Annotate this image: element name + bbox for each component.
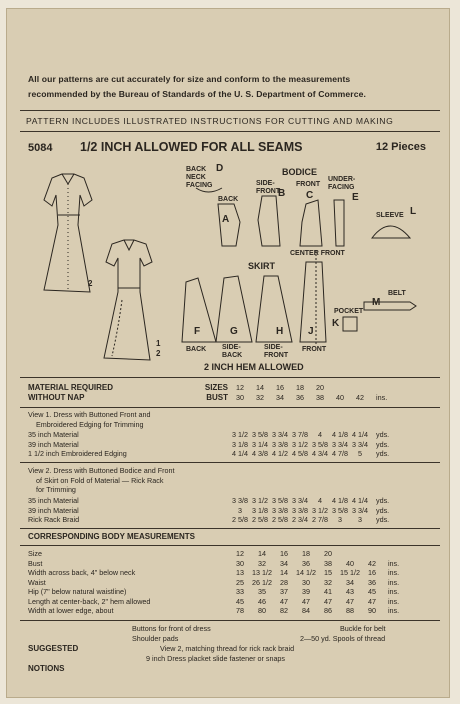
bodice-label: BODICE — [282, 167, 318, 177]
piece-letter-d: D — [216, 163, 224, 174]
back-label: BACK — [218, 196, 239, 203]
notion-buttons: Buttons for front of dress — [132, 624, 211, 633]
piece-letter-c: C — [306, 190, 314, 201]
table-row: 39 inch Material 3 3 1/8 3 3/8 3 3/8 3 1/2 3 5/8 3 3/4 yds. — [28, 505, 390, 515]
table-row: Rick Rack Braid 2 5/8 2 5/8 2 5/8 2 3/4 2 7/8 3 3 yds. — [28, 515, 390, 525]
table-row: Width at lower edge, about 78 80 82 84 86 88 90 ins. — [28, 606, 400, 616]
back-piece — [218, 204, 240, 246]
divider — [20, 462, 440, 463]
skirt-side-back-label: SIDE- BACK — [222, 344, 243, 359]
notion-thread: 2—50 yd. Spools of thread — [300, 634, 386, 643]
piece-letter-a: A — [222, 214, 230, 225]
skirt-label: SKIRT — [248, 261, 275, 271]
table-row: Size 12 14 16 18 20 — [28, 549, 332, 559]
dress-view-2-illustration — [104, 240, 152, 360]
under-facing-label: UNDER- FACING — [328, 176, 356, 191]
table-row: Width across back, 4" below neck 13 13 1/2 14 14 1/2 15 15 1/2 16 ins. — [28, 568, 400, 578]
view-number-2b: 2 — [156, 349, 161, 358]
sizes-row: SIZES 12 14 16 18 20 — [204, 383, 324, 393]
back-neck-facing-label: BACK NECK FACING — [186, 166, 213, 189]
notion-fastener: 9 inch Dress placket slide fastener or snaps — [146, 654, 286, 663]
includes-text: PATTERN INCLUDES ILLUSTRATED INSTRUCTIONS FOR CUTTING AND MAKING — [26, 116, 394, 126]
view-1-title: View 1. Dress with Buttoned Front and Embroidered Edging for Trimming — [28, 410, 151, 429]
front-label: FRONT — [296, 181, 321, 188]
table-row: Waist 25 26 1/2 28 30 32 34 36 ins. — [28, 577, 400, 587]
front-piece — [300, 200, 322, 246]
skirt-back-label: BACK — [186, 346, 207, 353]
bust-row: BUST 30 32 34 36 38 40 42 ins. — [206, 392, 388, 402]
belt-label: BELT — [388, 290, 406, 297]
table-row: 39 inch Material 3 1/8 3 1/4 3 3/8 3 1/2 3 5/8 3 3/4 3 3/4 yds. — [28, 439, 390, 449]
pattern-number: 5084 — [28, 142, 53, 154]
view-1-material-table — [26, 430, 391, 459]
intro-line-1: All our patterns are cut accurately for size and conform to the measurements — [28, 74, 351, 84]
table-row: Length at center-back, 2" hem allowed 45 46 47 47 47 47 47 ins. — [28, 596, 400, 606]
notion-rick-rack-thread: View 2, matching thread for rick rack braid — [160, 644, 295, 653]
notion-shoulder-pads: Shoulder pads — [132, 634, 179, 643]
side-front-label: SIDE- FRONT — [256, 180, 281, 195]
skirt-side-front-label: SIDE- FRONT — [264, 344, 289, 359]
skirt-side-front-piece — [256, 276, 292, 342]
pocket-piece — [343, 317, 357, 331]
divider — [20, 528, 440, 529]
skirt-front-label: FRONT — [302, 346, 327, 353]
view-number-1: 1 — [156, 339, 161, 348]
piece-letter-l: L — [410, 206, 417, 217]
body-measurements-table — [26, 549, 401, 616]
pocket-label: POCKET — [334, 308, 364, 315]
under-facing-piece — [334, 200, 344, 246]
sleeve-label: SLEEVE — [376, 212, 404, 219]
seam-allowance: 1/2 INCH ALLOWED FOR ALL SEAMS — [80, 140, 303, 154]
center-front-label: CENTER FRONT — [290, 250, 345, 257]
intro-line-2: recommended by the Bureau of Standards of the U. S. Department of Commerce. — [28, 89, 366, 99]
notion-buckle: Buckle for belt — [340, 624, 386, 633]
piece-letter-k: K — [332, 318, 340, 329]
side-front-piece — [258, 196, 280, 246]
piece-count: 12 Pieces — [375, 141, 426, 153]
material-title: MATERIAL REQUIRED WITHOUT NAP — [28, 383, 114, 402]
view-2-title: View 2. Dress with Buttoned Bodice and Front of Skirt on Fold of Material — Rick Rack for Trimming — [28, 466, 175, 494]
view-number-2: 2 — [88, 279, 93, 288]
sleeve-piece — [372, 226, 410, 238]
hem-allowance: 2 INCH HEM ALLOWED — [204, 362, 304, 372]
piece-letter-m: M — [372, 297, 381, 308]
dress-view-1-illustration — [44, 174, 92, 292]
suggested-label: SUGGESTED — [28, 644, 79, 653]
table-row: 35 inch Material 3 1/2 3 5/8 3 3/4 3 7/8 4 4 1/8 4 1/4 yds. — [28, 430, 390, 440]
notions-label: NOTIONS — [28, 664, 65, 673]
piece-letter-g: G — [230, 326, 238, 337]
piece-letter-f: F — [194, 326, 201, 337]
piece-letter-b: B — [278, 188, 286, 199]
size-header-table — [198, 383, 389, 402]
piece-letter-e: E — [352, 192, 359, 203]
table-row: 35 inch Material 3 3/8 3 1/2 3 5/8 3 3/4 4 4 1/8 4 1/4 yds. — [28, 496, 390, 506]
divider — [20, 620, 440, 621]
piece-letter-h: H — [276, 326, 284, 337]
piece-letter-j: J — [308, 326, 314, 337]
table-row: Hip (7" below natural waistline) 33 35 37 39 41 43 45 ins. — [28, 587, 400, 597]
table-row: Bust 30 32 34 36 38 40 42 ins. — [28, 558, 400, 568]
view-2-material-table — [26, 496, 391, 525]
divider — [20, 407, 440, 408]
body-measurements-title: CORRESPONDING BODY MEASUREMENTS — [28, 532, 195, 541]
divider — [20, 545, 440, 546]
table-row: 1 1/2 inch Embroidered Edging 4 1/4 4 3/8 4 1/2 4 5/8 4 3/4 4 7/8 5 yds. — [28, 449, 390, 459]
divider — [20, 377, 440, 378]
